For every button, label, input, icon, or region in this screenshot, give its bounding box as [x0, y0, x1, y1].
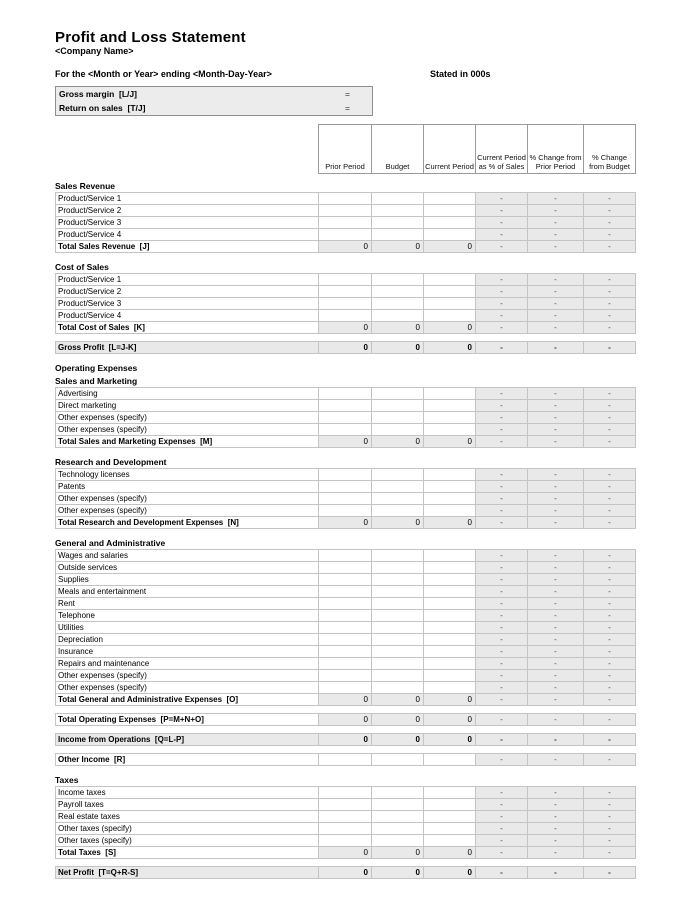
row-label: Other expenses (specify)	[55, 492, 319, 505]
row-label: Income from Operations [Q=L-P]	[55, 733, 319, 746]
row-label: Other expenses (specify)	[55, 669, 319, 682]
pct-cell: -	[583, 309, 636, 322]
row-label: Direct marketing	[55, 399, 319, 412]
pct-cell: -	[475, 834, 528, 847]
pct-cell: -	[583, 549, 636, 562]
pct-cell: -	[583, 834, 636, 847]
pct-cell: -	[475, 216, 528, 229]
column-header: % Change from Prior Period	[527, 124, 584, 174]
table-row	[55, 753, 641, 766]
row-label: Product/Service 1	[55, 273, 319, 286]
row-label: Meals and entertainment	[55, 585, 319, 598]
pct-cell: -	[475, 411, 528, 424]
value-cell[interactable]	[371, 753, 424, 766]
value-cell: 0	[318, 846, 372, 859]
pct-cell: -	[527, 309, 584, 322]
row-label: Total Research and Development Expenses [N]	[55, 516, 319, 529]
pct-cell: -	[583, 516, 636, 529]
pct-cell: -	[527, 341, 584, 354]
row-label: Rent	[55, 597, 319, 610]
row-label: Technology licenses	[55, 468, 319, 481]
pct-cell: -	[475, 645, 528, 658]
pct-cell: -	[475, 321, 528, 334]
section-header: Sales Revenue	[55, 181, 116, 191]
pct-cell: -	[527, 387, 584, 400]
pct-cell: -	[475, 693, 528, 706]
pct-cell: -	[475, 786, 528, 799]
row-label: Repairs and maintenance	[55, 657, 319, 670]
pct-cell: -	[527, 228, 584, 241]
section-gap	[55, 448, 641, 456]
value-cell: 0	[371, 846, 424, 859]
row-label: Total Taxes [S]	[55, 846, 319, 859]
pct-cell: -	[527, 866, 584, 879]
row-label: Patents	[55, 480, 319, 493]
pct-cell: -	[475, 585, 528, 598]
pct-cell: -	[475, 846, 528, 859]
pct-cell: -	[475, 669, 528, 682]
value-cell: 0	[423, 435, 476, 448]
pct-cell: -	[527, 273, 584, 286]
value-cell: 0	[371, 733, 424, 746]
pl-table	[55, 180, 641, 879]
pct-cell: -	[527, 609, 584, 622]
pct-cell: -	[583, 810, 636, 823]
pct-cell: -	[475, 435, 528, 448]
pct-cell: -	[475, 399, 528, 412]
section-gap	[55, 529, 641, 537]
table-row	[55, 240, 641, 253]
row-label: Product/Service 2	[55, 285, 319, 298]
column-header: Current Period	[423, 124, 476, 174]
pct-cell: -	[475, 504, 528, 517]
row-label: Product/Service 1	[55, 192, 319, 205]
value-cell: 0	[423, 713, 476, 726]
pct-cell: -	[475, 341, 528, 354]
pct-cell: -	[475, 423, 528, 436]
row-label: Total Sales Revenue [J]	[55, 240, 319, 253]
section-header: Operating Expenses	[55, 363, 138, 373]
company-name: <Company Name>	[55, 46, 134, 56]
value-cell: 0	[371, 341, 424, 354]
pct-cell: -	[583, 273, 636, 286]
pct-cell: -	[527, 810, 584, 823]
stated-in-label: Stated in 000s	[430, 69, 491, 79]
pct-cell: -	[583, 204, 636, 217]
pct-cell: -	[583, 504, 636, 517]
pct-cell: -	[527, 657, 584, 670]
pct-cell: -	[527, 645, 584, 658]
pct-cell: -	[527, 585, 584, 598]
pct-cell: -	[527, 492, 584, 505]
ratio-label: Return on sales [T/J]	[59, 103, 146, 113]
pct-cell: -	[583, 786, 636, 799]
value-cell: 0	[371, 435, 424, 448]
pct-cell: -	[475, 561, 528, 574]
pct-cell: -	[583, 561, 636, 574]
row-label: Real estate taxes	[55, 810, 319, 823]
value-cell: 0	[371, 240, 424, 253]
pct-cell: -	[527, 693, 584, 706]
pct-cell: -	[583, 585, 636, 598]
pct-cell: -	[475, 273, 528, 286]
pct-cell: -	[583, 411, 636, 424]
value-cell: 0	[318, 713, 372, 726]
section-gap	[55, 253, 641, 261]
pct-cell: -	[527, 561, 584, 574]
row-label: Income taxes	[55, 786, 319, 799]
pct-cell: -	[583, 240, 636, 253]
pct-cell: -	[475, 549, 528, 562]
pct-cell: -	[527, 846, 584, 859]
pct-cell: -	[527, 753, 584, 766]
value-cell[interactable]	[423, 753, 476, 766]
pct-cell: -	[583, 846, 636, 859]
pct-cell: -	[475, 657, 528, 670]
pct-cell: -	[475, 573, 528, 586]
pct-cell: -	[475, 733, 528, 746]
pct-cell: -	[527, 597, 584, 610]
pct-cell: -	[583, 657, 636, 670]
pct-cell: -	[527, 516, 584, 529]
pct-cell: -	[583, 693, 636, 706]
ratio-value: =	[345, 103, 350, 113]
row-label: Product/Service 3	[55, 216, 319, 229]
table-row	[55, 713, 641, 726]
period-text: For the <Month or Year> ending <Month-Day-Year>	[55, 69, 272, 79]
pct-cell: -	[583, 492, 636, 505]
pct-cell: -	[583, 733, 636, 746]
pct-cell: -	[527, 321, 584, 334]
pct-cell: -	[475, 810, 528, 823]
pct-cell: -	[527, 834, 584, 847]
row-label: Other taxes (specify)	[55, 822, 319, 835]
row-label: Total Cost of Sales [K]	[55, 321, 319, 334]
row-label: Telephone	[55, 609, 319, 622]
row-label: Total General and Administrative Expenses [O]	[55, 693, 319, 706]
value-cell: 0	[318, 516, 372, 529]
pct-cell: -	[475, 681, 528, 694]
pct-cell: -	[475, 228, 528, 241]
table-row	[55, 516, 641, 529]
column-header: Prior Period	[318, 124, 372, 174]
section-header: Sales and Marketing	[55, 376, 138, 386]
value-cell: 0	[371, 866, 424, 879]
pct-cell: -	[527, 822, 584, 835]
row-label: Product/Service 2	[55, 204, 319, 217]
pct-cell: -	[583, 321, 636, 334]
pct-cell: -	[583, 297, 636, 310]
row-label: Net Profit [T=Q+R-S]	[55, 866, 319, 879]
pct-cell: -	[527, 621, 584, 634]
value-cell: 0	[423, 693, 476, 706]
row-label: Outside services	[55, 561, 319, 574]
value-cell: 0	[423, 846, 476, 859]
pct-cell: -	[527, 423, 584, 436]
pct-cell: -	[527, 798, 584, 811]
value-cell: 0	[423, 321, 476, 334]
value-cell: 0	[318, 240, 372, 253]
row-label: Other expenses (specify)	[55, 681, 319, 694]
row-label: Product/Service 4	[55, 228, 319, 241]
pct-cell: -	[527, 480, 584, 493]
row-label: Payroll taxes	[55, 798, 319, 811]
value-cell: 0	[371, 713, 424, 726]
pct-cell: -	[583, 669, 636, 682]
value-cell: 0	[423, 516, 476, 529]
value-cell: 0	[371, 321, 424, 334]
section-header: Research and Development	[55, 457, 167, 467]
row-label: Other Income [R]	[55, 753, 319, 766]
pct-cell: -	[527, 786, 584, 799]
pct-cell: -	[583, 468, 636, 481]
row-label: Product/Service 3	[55, 297, 319, 310]
pct-cell: -	[527, 411, 584, 424]
pct-cell: -	[475, 597, 528, 610]
pct-cell: -	[475, 516, 528, 529]
pct-cell: -	[527, 204, 584, 217]
ratio-row	[56, 87, 372, 101]
ratio-row	[56, 101, 372, 115]
value-cell: 0	[318, 693, 372, 706]
column-header: Budget	[371, 124, 424, 174]
pct-cell: -	[527, 297, 584, 310]
pct-cell: -	[583, 192, 636, 205]
pct-cell: -	[475, 609, 528, 622]
table-row	[55, 321, 641, 334]
table-row	[55, 341, 641, 354]
column-headers	[318, 124, 694, 174]
pct-cell: -	[583, 387, 636, 400]
table-row	[55, 846, 641, 859]
pct-cell: -	[527, 713, 584, 726]
table-row	[55, 435, 641, 448]
pct-cell: -	[475, 798, 528, 811]
pct-cell: -	[583, 633, 636, 646]
pct-cell: -	[475, 866, 528, 879]
section-gap	[55, 766, 641, 774]
ratio-summary-box	[55, 86, 373, 116]
value-cell: 0	[318, 341, 372, 354]
pct-cell: -	[527, 573, 584, 586]
pct-cell: -	[527, 633, 584, 646]
ratio-label: Gross margin [L/J]	[59, 89, 137, 99]
pct-cell: -	[527, 285, 584, 298]
pct-cell: -	[583, 645, 636, 658]
row-label: Other expenses (specify)	[55, 411, 319, 424]
section-header: Taxes	[55, 775, 79, 785]
pct-cell: -	[583, 753, 636, 766]
column-header: Current Period as % of Sales	[475, 124, 528, 174]
row-label: Total Sales and Marketing Expenses [M]	[55, 435, 319, 448]
value-cell: 0	[423, 866, 476, 879]
pct-cell: -	[527, 468, 584, 481]
section-gap	[55, 354, 641, 362]
value-cell: 0	[371, 693, 424, 706]
pct-cell: -	[527, 435, 584, 448]
pct-cell: -	[475, 713, 528, 726]
pct-cell: -	[583, 798, 636, 811]
pct-cell: -	[583, 341, 636, 354]
period-line	[55, 69, 641, 80]
pct-cell: -	[527, 399, 584, 412]
pct-cell: -	[583, 822, 636, 835]
value-cell: 0	[371, 516, 424, 529]
value-cell: 0	[423, 240, 476, 253]
pct-cell: -	[475, 285, 528, 298]
pct-cell: -	[475, 240, 528, 253]
row-label: Gross Profit [L=J-K]	[55, 341, 319, 354]
pct-cell: -	[475, 492, 528, 505]
pct-cell: -	[583, 480, 636, 493]
pct-cell: -	[475, 387, 528, 400]
pct-cell: -	[527, 733, 584, 746]
pct-cell: -	[475, 633, 528, 646]
row-label: Other expenses (specify)	[55, 504, 319, 517]
table-row	[55, 733, 641, 746]
row-label: Supplies	[55, 573, 319, 586]
row-label: Other expenses (specify)	[55, 423, 319, 436]
row-label: Product/Service 4	[55, 309, 319, 322]
table-row	[55, 693, 641, 706]
pct-cell: -	[583, 228, 636, 241]
pct-cell: -	[475, 192, 528, 205]
value-cell: 0	[318, 733, 372, 746]
row-label: Other taxes (specify)	[55, 834, 319, 847]
value-cell: 0	[318, 435, 372, 448]
pct-cell: -	[527, 669, 584, 682]
pct-cell: -	[583, 285, 636, 298]
pct-cell: -	[583, 597, 636, 610]
row-label: Insurance	[55, 645, 319, 658]
pct-cell: -	[583, 866, 636, 879]
pct-cell: -	[475, 309, 528, 322]
ratio-value: =	[345, 89, 350, 99]
section-header: Cost of Sales	[55, 262, 109, 272]
pct-cell: -	[475, 468, 528, 481]
pct-cell: -	[475, 822, 528, 835]
pct-cell: -	[583, 713, 636, 726]
value-cell: 0	[423, 341, 476, 354]
table-row	[55, 866, 641, 879]
pct-cell: -	[583, 609, 636, 622]
pct-cell: -	[527, 681, 584, 694]
value-cell: 0	[318, 321, 372, 334]
pct-cell: -	[583, 216, 636, 229]
pct-cell: -	[583, 573, 636, 586]
row-label: Total Operating Expenses [P=M+N+O]	[55, 713, 319, 726]
value-cell: 0	[318, 866, 372, 879]
row-label: Utilities	[55, 621, 319, 634]
row-label: Advertising	[55, 387, 319, 400]
pct-cell: -	[583, 681, 636, 694]
column-header: % Change from Budget	[583, 124, 636, 174]
row-label: Wages and salaries	[55, 549, 319, 562]
pct-cell: -	[583, 423, 636, 436]
value-cell: 0	[423, 733, 476, 746]
page-title: Profit and Loss Statement	[55, 29, 246, 46]
pct-cell: -	[583, 399, 636, 412]
pct-cell: -	[475, 753, 528, 766]
pct-cell: -	[475, 204, 528, 217]
pct-cell: -	[475, 621, 528, 634]
pct-cell: -	[475, 480, 528, 493]
pct-cell: -	[475, 297, 528, 310]
pct-cell: -	[583, 435, 636, 448]
pct-cell: -	[527, 504, 584, 517]
pct-cell: -	[527, 216, 584, 229]
section-header: General and Administrative	[55, 538, 166, 548]
pct-cell: -	[527, 549, 584, 562]
value-cell[interactable]	[318, 753, 372, 766]
pct-cell: -	[583, 621, 636, 634]
pct-cell: -	[527, 240, 584, 253]
row-label: Depreciation	[55, 633, 319, 646]
pct-cell: -	[527, 192, 584, 205]
